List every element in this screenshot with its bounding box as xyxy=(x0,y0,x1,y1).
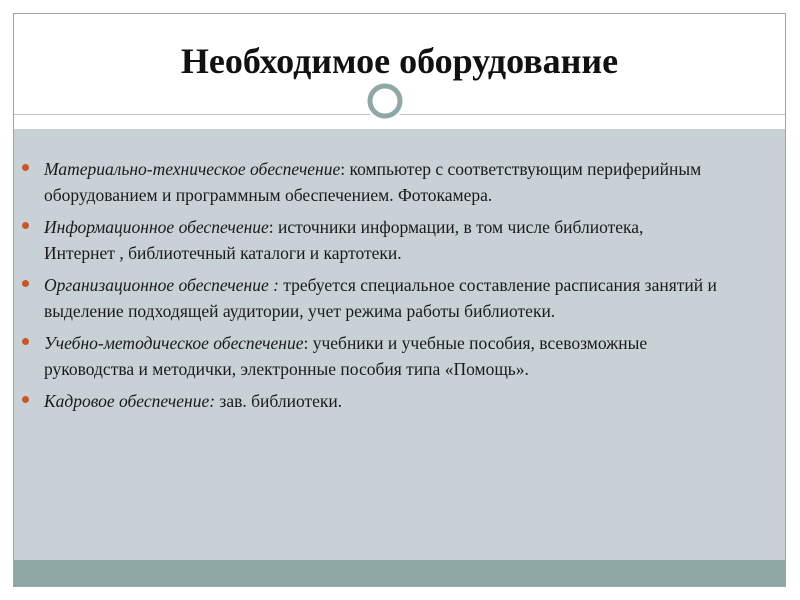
bullet-dot-icon xyxy=(22,222,29,229)
bullet-text: : источники информации, в том числе библиотека, Интернет , библиотечный каталоги и картотеки. xyxy=(44,217,657,263)
bullet-text: зав. библиотеки. xyxy=(215,391,343,411)
list-item xyxy=(22,330,722,382)
bullet-text: : учебники и учебные пособия, всевозможные руководства и методички, электронные пособия типа «Помощь». xyxy=(44,333,648,379)
slide-title: Необходимое оборудование xyxy=(180,41,619,81)
bullet-term: Материально-техническое обеспечение xyxy=(44,159,341,179)
bullet-dot-icon xyxy=(22,396,29,403)
bullet-term: Учебно-методическое обеспечение xyxy=(44,333,304,353)
list-item xyxy=(22,272,722,324)
bullet-text: требуется специальное составление расписания занятий и выделение подходящей аудитории, учет режима работы библиотеки. xyxy=(44,275,717,321)
bullet-term: Организационное обеспечение : xyxy=(44,275,279,295)
bullet-dot-icon xyxy=(22,338,29,345)
list-item xyxy=(22,156,722,208)
footer-band xyxy=(14,560,785,586)
bullet-list xyxy=(22,156,722,420)
bullet-text: : компьютер с соответствующим периферийным оборудованием и программным обеспечением. Фотокамера. xyxy=(44,159,702,205)
list-item xyxy=(22,214,722,266)
bullet-term: Информационное обеспечение xyxy=(44,217,269,237)
bullet-term: Кадровое обеспечение: xyxy=(44,391,216,411)
bullet-dot-icon xyxy=(22,164,29,171)
list-item xyxy=(22,388,722,414)
ring-icon xyxy=(363,79,407,123)
bullet-dot-icon xyxy=(22,280,29,287)
